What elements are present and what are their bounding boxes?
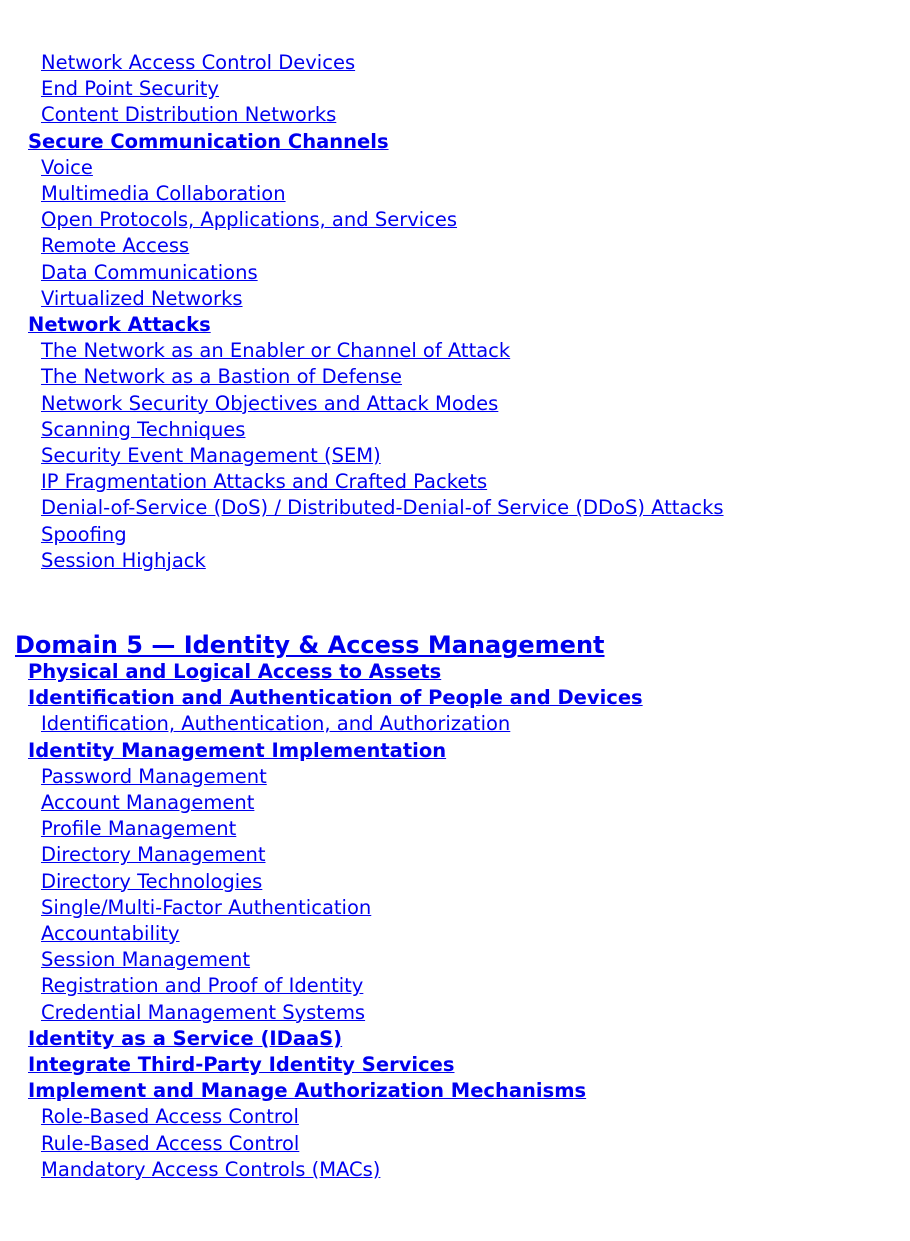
- toc-entry: [41, 1157, 380, 1183]
- toc-link[interactable]: Identity as a Service (IDaaS): [28, 1026, 343, 1050]
- toc-link[interactable]: Security Event Management (SEM): [41, 444, 381, 467]
- domain-5-link[interactable]: Domain 5 — Identity & Access Management: [15, 631, 605, 659]
- toc-entry: [41, 869, 262, 895]
- toc-entry: [41, 973, 363, 999]
- toc-entry: [41, 50, 355, 76]
- toc-link[interactable]: Password Management: [41, 764, 267, 788]
- toc-entry: [41, 181, 286, 207]
- toc-entry: [41, 921, 180, 947]
- toc-entry: [41, 260, 258, 286]
- toc-entry: [41, 102, 336, 128]
- toc-link[interactable]: Denial-of-Service (DoS) / Distributed-Denial-of Service (DDoS) Attacks: [41, 496, 724, 520]
- toc-link[interactable]: Credential Management Systems: [41, 1000, 366, 1024]
- toc-link[interactable]: Remote Access: [41, 234, 190, 258]
- toc-link[interactable]: Data Communications: [41, 260, 258, 284]
- toc-link[interactable]: Account Management: [41, 791, 255, 814]
- toc-entry: [41, 842, 266, 868]
- toc-entry: [41, 790, 254, 816]
- toc-link[interactable]: Content Distribution Networks: [41, 103, 337, 127]
- toc-entry: [41, 1104, 299, 1130]
- toc-entry: [41, 286, 243, 312]
- toc-heading: [28, 1026, 342, 1052]
- toc-link[interactable]: Multimedia Collaboration: [41, 182, 286, 205]
- toc-link[interactable]: Voice: [41, 155, 93, 179]
- toc-link[interactable]: Profile Management: [41, 817, 237, 841]
- toc-link[interactable]: Network Security Objectives and Attack Modes: [41, 391, 499, 415]
- toc-link[interactable]: Physical and Logical Access to Assets: [28, 660, 442, 683]
- toc-entry: [41, 391, 498, 417]
- toc-entry: [41, 895, 371, 921]
- toc-link[interactable]: Scanning Techniques: [41, 417, 246, 441]
- toc-link[interactable]: Virtualized Networks: [41, 286, 243, 310]
- toc-heading: [28, 1052, 454, 1078]
- toc-entry: [41, 711, 510, 737]
- toc-entry: [41, 443, 381, 469]
- toc-entry: [41, 495, 724, 521]
- toc-link[interactable]: Single/Multi-Factor Authentication: [41, 895, 372, 919]
- toc-link[interactable]: Mandatory Access Controls (MACs): [41, 1157, 381, 1181]
- toc-link[interactable]: The Network as a Bastion of Defense: [41, 365, 402, 389]
- toc-entry: [41, 364, 402, 390]
- toc-link[interactable]: Directory Technologies: [41, 869, 263, 893]
- toc-heading: [28, 685, 643, 711]
- toc-link[interactable]: Registration and Proof of Identity: [41, 974, 364, 998]
- toc-entry: [41, 417, 245, 443]
- toc-link[interactable]: Rule-Based Access Control: [41, 1131, 300, 1155]
- toc-link[interactable]: Role-Based Access Control: [41, 1105, 299, 1129]
- toc-link[interactable]: Network Access Control Devices: [41, 51, 356, 74]
- toc-link[interactable]: Integrate Third-Party Identity Services: [28, 1053, 455, 1076]
- toc-entry: [41, 338, 510, 364]
- toc-link[interactable]: Session Highjack: [41, 548, 206, 572]
- toc-entry: [41, 947, 250, 973]
- toc-entry: [41, 233, 189, 259]
- toc-entry: [41, 469, 487, 495]
- toc-entry: [41, 764, 267, 790]
- toc-entry: [41, 1131, 299, 1157]
- toc-link[interactable]: Spoofing: [41, 522, 127, 546]
- toc-link[interactable]: IP Fragmentation Attacks and Crafted Packets: [41, 470, 488, 494]
- toc-entry: [41, 1000, 365, 1026]
- toc-entry: [41, 207, 457, 233]
- toc-heading: [28, 659, 441, 685]
- toc-link[interactable]: Accountability: [41, 922, 180, 945]
- toc-entry: [41, 155, 93, 181]
- toc-link[interactable]: Open Protocols, Applications, and Services: [41, 208, 458, 232]
- toc-link[interactable]: Directory Management: [41, 843, 266, 867]
- toc-link[interactable]: Identification, Authentication, and Authorization: [41, 712, 511, 736]
- domain-heading: [15, 630, 605, 660]
- toc-link[interactable]: Identity Management Implementation: [28, 738, 447, 762]
- toc-heading: [28, 1078, 586, 1104]
- toc-link[interactable]: Network Attacks: [28, 313, 211, 336]
- toc-entry: [41, 522, 127, 548]
- toc-link[interactable]: Implement and Manage Authorization Mechanisms: [28, 1079, 587, 1103]
- toc-entry: [41, 548, 206, 574]
- toc-link[interactable]: Identification and Authentication of People and Devices: [28, 686, 643, 710]
- toc-entry: [41, 76, 219, 102]
- toc-heading: [28, 738, 446, 764]
- toc-heading: [28, 312, 211, 338]
- toc-link[interactable]: Secure Communication Channels: [28, 129, 389, 153]
- toc-entry: [41, 816, 236, 842]
- toc-heading: [28, 129, 389, 155]
- toc-link[interactable]: The Network as an Enabler or Channel of Attack: [41, 339, 511, 363]
- toc-link[interactable]: Session Management: [41, 948, 251, 972]
- toc-link[interactable]: End Point Security: [41, 77, 219, 101]
